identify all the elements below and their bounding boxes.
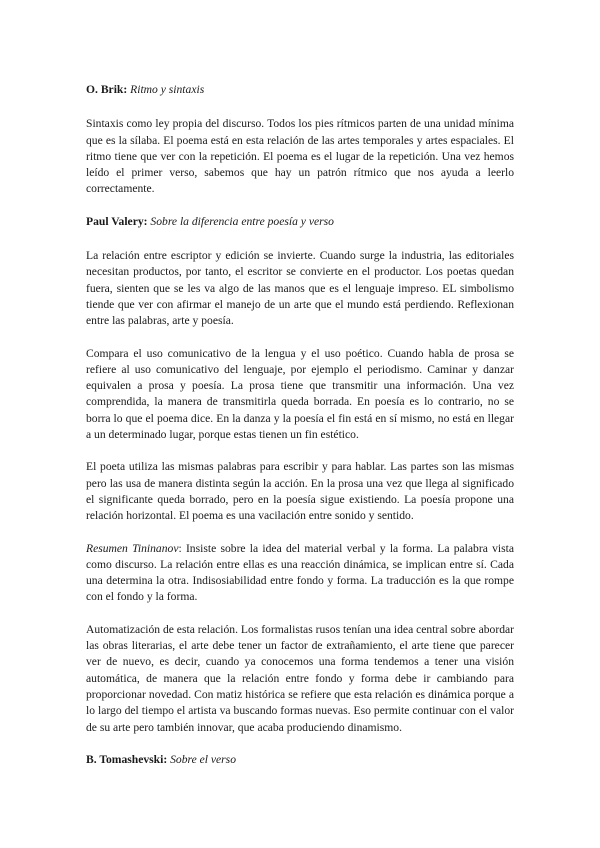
paragraph: Automatización de esta relación. Los formalistas rusos tenían una idea central sobre abordar las obras literarias, el arte debe tener un factor de extrañamiento, el arte tiene que parecer ver de nuevo, es decir, cuando ya conocemos una forma tendemos a tener una visión automática, de manera que la relación entre fondo y forma debe ir cambiando para proporcionar novedad. Con matiz histórica se refiere que esta relación es dinámica porque a lo largo del tiempo el artista va buscando formas nuevas. Eso permite continuar con el valor de su arte pero también innovar, que acaba produciendo dinamismo. xyxy=(86,622,514,734)
author-name: Paul Valery: xyxy=(86,214,148,228)
section-heading-valery xyxy=(86,214,514,230)
section-heading-brik xyxy=(86,82,514,98)
work-title: Sobre el verso xyxy=(170,752,236,766)
summary-text: : Insiste sobre la idea del material verbal y la forma. La palabra vista como discurso. La relación entre ellas es una reacción dinámica, se implican entre sí. Cada una determina la otra. Indisosiabilidad entre fondo y forma. La traducción es la que rompe con el fondo y la forma. xyxy=(86,541,514,604)
author-name: B. Tomashevski: xyxy=(86,752,168,766)
paragraph: Sintaxis como ley propia del discurso. Todos los pies rítmicos parten de una unidad mínima que es la sílaba. El poema está en esta relación de las artes temporales y artes espaciales. El ritmo tiene que ver con la repetición. El poema es el lugar de la repetición. Una vez hemos leído el primer verso, sabemos que hay un patrón rítmico que nos ayuda a leerlo correctamente. xyxy=(86,117,514,196)
paragraph: Compara el uso comunicativo de la lengua y el uso poético. Cuando habla de prosa se refiere al uso comunicativo del lenguaje, por ejemplo el periodismo. Caminar y danzar equivalen a prosa y poesía. La prosa tiene que transmitir una información. Una vez comprendida, la manera de transmitirla queda borrada. En poesía es lo contrario, no se borra lo que el poema dice. En la danza y la poesía el fin está en sí mismo, no está en llegar a un determinado lugar, porque estas tienen un fin estético. xyxy=(86,346,514,442)
section-heading-tomashevski xyxy=(86,752,514,768)
document-body xyxy=(86,82,514,786)
summary-paragraph xyxy=(86,541,514,606)
work-title: Sobre la diferencia entre poesía y verso xyxy=(150,214,334,228)
author-name: O. Brik: xyxy=(86,83,128,96)
paragraph: El poeta utiliza las mismas palabras para escribir y para hablar. Las partes son las mismas pero las usa de manera distinta según la acción. En la prosa una vez que llega al significado el significante queda borrado, pero en la poesía sigue existiendo. La poesía propone una relación horizontal. El poema es una vacilación entre sonido y sentido. xyxy=(86,460,514,523)
work-title: Ritmo y sintaxis xyxy=(130,83,205,96)
paragraph: La relación entre escriptor y edición se invierte. Cuando surge la industria, las editoriales necesitan productos, por tanto, el escritor se convierte en el productor. Los poetas quedan fuera, sienten que se les va algo de las manos que es el lenguaje impreso. EL simbolismo tiende que ver con afirmar el manejo de un arte que el mundo está perdiendo. Reflexionan entre las palabras, arte y poesía. xyxy=(86,249,514,328)
summary-label: Resumen Tininanov xyxy=(86,541,179,555)
